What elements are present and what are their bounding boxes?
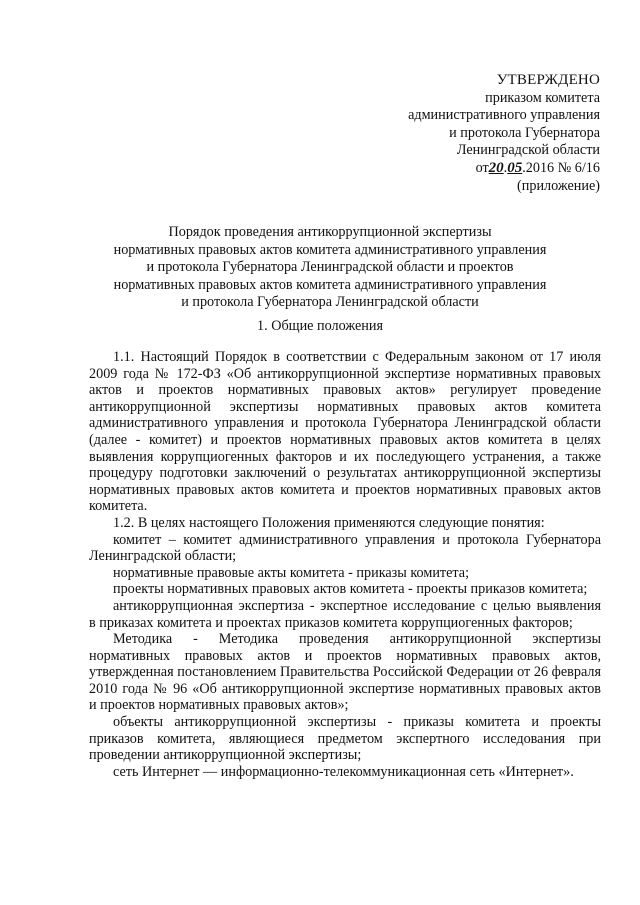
- text-line: нормативных правовых актов комитета и проектов нормативных правовых актов: [89, 481, 601, 498]
- text-line: комитет – комитет административного управления и протокола Губернатора: [113, 531, 601, 548]
- text-line: (далее - комитет) и проектов нормативных правовых актов комитета в целях: [89, 431, 601, 448]
- text-line: 1.2. В целях настоящего Положения применяются следующие понятия:: [113, 514, 545, 531]
- text-line: выявления коррупциогенных факторов и их последующего устранения, а также: [89, 448, 601, 465]
- definition-draft-acts: [89, 581, 601, 598]
- text-line: объекты антикоррупционной экспертизы - приказы комитета и проекты: [113, 714, 601, 731]
- document-body: [89, 349, 601, 780]
- document-title: [95, 224, 565, 312]
- approval-line: приказом комитета: [485, 89, 600, 106]
- text-line: утвержденная постановлением Правительства Российской Федерации от 26 февраля: [89, 664, 601, 681]
- text-line: нормативные правовые акты комитета - приказы комитета;: [113, 564, 470, 581]
- text-line: комитета.: [89, 498, 148, 515]
- approval-line: и протокола Губернатора: [449, 124, 600, 141]
- title-line: Порядок проведения антикоррупционной экспертизы: [168, 224, 492, 240]
- text-line: антикоррупционной экспертизы нормативных правовых актов комитета: [89, 398, 601, 415]
- text-line: антикоррупционная экспертиза - экспертное исследование с целью выявления: [113, 597, 601, 614]
- text-line: и проектов нормативных правовых актов»;: [89, 697, 349, 714]
- text-line: Методика - Методика проведения антикоррупционной экспертизы: [113, 631, 601, 648]
- handwritten-day: 20: [488, 159, 504, 176]
- date-prefix: от: [475, 159, 489, 176]
- handwritten-month: 05: [507, 159, 523, 176]
- approval-line: административного управления: [408, 107, 600, 124]
- text-line: Ленинградской области;: [89, 548, 237, 565]
- date-separator: .: [503, 159, 508, 176]
- definition-expertise: [89, 598, 601, 631]
- title-line: нормативных правовых актов комитета административного управления: [113, 276, 547, 293]
- definition-methodology: [89, 631, 601, 714]
- title-line: и протокола Губернатора Ленинградской области и проектов: [146, 259, 514, 276]
- approval-date: [380, 160, 600, 178]
- approval-appendix: (приложение): [517, 177, 600, 194]
- definition-objects: [89, 714, 601, 764]
- definition-normative-acts: [89, 565, 601, 582]
- text-line: 2010 года № 96 «Об антикоррупционной экспертизе нормативных правовых актов: [89, 680, 601, 697]
- text-line: нормативных правовых актов и проектов нормативных правовых актов,: [89, 647, 601, 664]
- approval-line: Ленинградской области: [456, 142, 600, 159]
- text-line: проекты нормативных правовых актов комитета - проекты приказов комитета;: [113, 581, 588, 598]
- text-line: актов и проектов нормативных правовых актов» регулирует проведение: [89, 382, 601, 399]
- title-line: нормативных правовых актов комитета административного управления: [113, 241, 547, 258]
- text-line: проведении антикоррупционной экспертизы;: [89, 747, 362, 764]
- definition-committee: [89, 532, 601, 565]
- paragraph-1-2: [89, 515, 601, 532]
- text-line: 1.1. Настоящий Порядок в соответствии с Федеральным законом от 17 июля: [113, 349, 601, 365]
- title-line: и протокола Губернатора Ленинградской области: [181, 294, 479, 311]
- approval-heading: УТВЕРЖДЕНО: [496, 72, 600, 88]
- text-line: административного управления и протокола Губернатора Ленинградской области: [89, 415, 601, 432]
- paragraph-1-1: [89, 349, 601, 515]
- text-line: процедуру подготовки заключений о результатах антикоррупционной экспертизы: [89, 465, 601, 482]
- approval-block: [380, 72, 600, 195]
- definition-internet: [89, 764, 601, 781]
- text-line: 2009 года № 172-ФЗ «Об антикоррупционной экспертизе нормативных правовых: [89, 365, 601, 382]
- section-heading: 1. Общие положения: [257, 318, 383, 334]
- date-rest: .2016 № 6/16: [522, 159, 600, 176]
- text-line: приказов комитета, являющиеся предметом экспертного исследования при: [89, 730, 601, 747]
- text-line: сеть Интернет — информационно-телекоммуникационная сеть «Интернет».: [113, 763, 574, 780]
- text-line: в приказах комитета и проектах приказов комитета коррупциогенных факторов;: [89, 614, 573, 631]
